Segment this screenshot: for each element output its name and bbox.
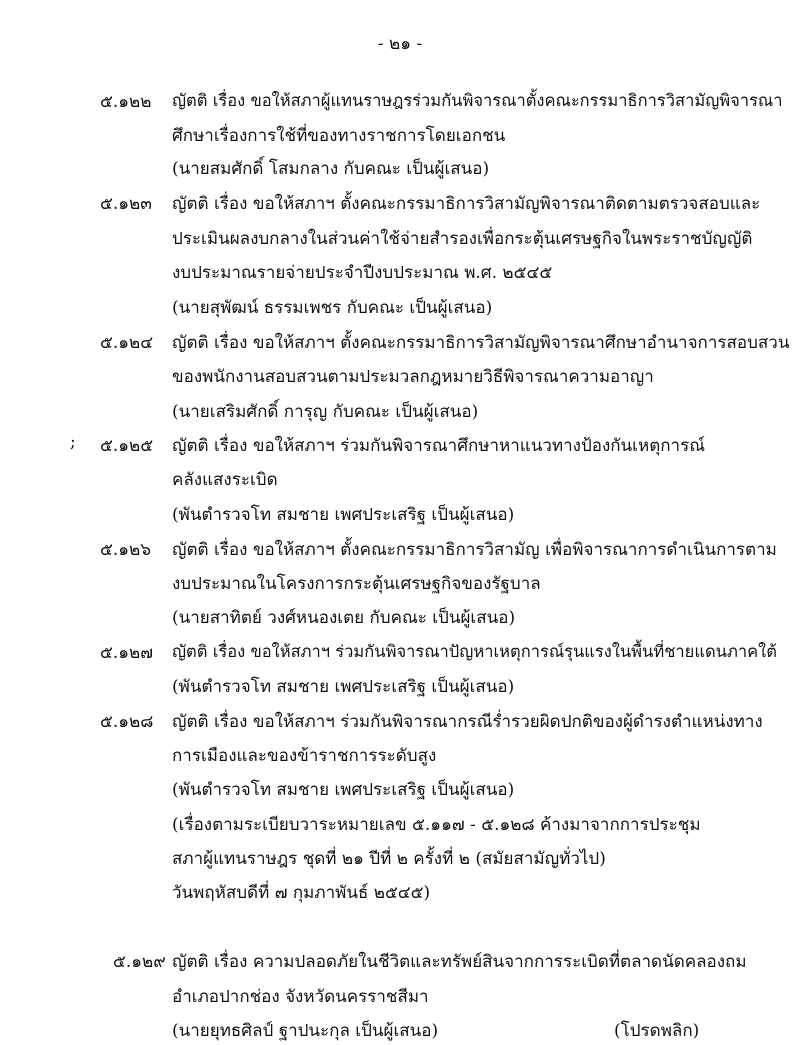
item-proposer: (พันตำรวจโท สมชาย เพศประเสริฐ เป็นผู้เสนอ): [172, 677, 515, 697]
item-line: ญัตติ เรื่อง ความปลอดภัยในชีวิตและทรัพย์สินจากการระเบิดที่ตลาดนัดคลองถม: [172, 952, 747, 972]
item-line: ญัตติ เรื่อง ขอให้สภาฯ ตั้งคณะกรรมาธิการวิสามัญพิจารณาติดตามตรวจสอบและ: [172, 194, 761, 214]
agenda-note: วันพฤหัสบดีที่ ๗ กุมภาพันธ์ ๒๕๔๕): [172, 883, 431, 903]
item-number: ๕.๑๒๖: [100, 540, 152, 560]
item-proposer: (นายสุพัฒน์ ธรรมเพชร กับคณะ เป็นผู้เสนอ): [172, 298, 493, 318]
item-number: ๕.๑๒๒: [100, 92, 152, 112]
item-line: ของพนักงานสอบสวนตามประมวลกฎหมายวิธีพิจารณาความอาญา: [172, 367, 654, 387]
item-line: ศึกษาเรื่องการใช้ที่ของทางราชการโดยเอกชน: [172, 126, 506, 146]
item-number: ๕.๑๒๔: [100, 333, 154, 353]
item-proposer: (นายสาทิตย์ วงศ์หนองเตย กับคณะ เป็นผู้เสนอ): [172, 608, 516, 628]
margin-mark: ;: [70, 432, 76, 452]
item-line: ญัตติ เรื่อง ขอให้สภาฯ ตั้งคณะกรรมาธิการวิสามัญ เพื่อพิจารณาการดำเนินการตาม: [172, 540, 777, 560]
item-line: งบประมาณรายจ่ายประจำปีงบประมาณ พ.ศ. ๒๕๔๕: [172, 263, 553, 283]
item-line: คลังแสงระเบิด: [172, 470, 278, 490]
item-line: ประเมินผลงบกลางในส่วนค่าใช้จ่ายสำรองเพื่อกระตุ้นเศรษฐกิจในพระราชบัญญัติ: [172, 229, 753, 249]
item-line: การเมืองและของข้าราชการระดับสูง: [172, 746, 437, 766]
item-line: ญัตติ เรื่อง ขอให้สภาผู้แทนราษฎรร่วมกันพิจารณาตั้งคณะกรรมาธิการวิสามัญพิจารณา: [172, 91, 783, 110]
page-number: - ๒๑ -: [377, 34, 423, 54]
item-line: งบประมาณในโครงการกระตุ้นเศรษฐกิจของรัฐบาล: [172, 574, 541, 594]
item-line: ญัตติ เรื่อง ขอให้สภาฯ ร่วมกันพิจารณากรณีร่ำรวยผิดปกติของผู้ดำรงตำแหน่งทาง: [172, 712, 763, 732]
item-proposer: (พันตำรวจโท สมชาย เพศประเสริฐ เป็นผู้เสนอ): [172, 780, 515, 800]
item-line: ญัตติ เรื่อง ขอให้สภาฯ ร่วมกันพิจารณาศึกษาหาแนวทางป้องกันเหตุการณ์: [172, 436, 705, 456]
item-proposer: (นายสมศักดิ์ โสมกลาง กับคณะ เป็นผู้เสนอ): [172, 159, 490, 179]
item-number: ๕.๑๒๗: [100, 643, 154, 663]
agenda-note: (เรื่องตามระเบียบวาระหมายเลข ๕.๑๑๗ - ๕.๑๒๘ ค้างมาจากการประชุม: [172, 815, 701, 835]
turn-page-note: (โปรดพลิก): [614, 1021, 700, 1041]
item-line: ญัตติ เรื่อง ขอให้สภาฯ ร่วมกันพิจารณาปัญหาเหตุการณ์รุนแรงในพื้นที่ชายแดนภาคใต้: [172, 642, 777, 661]
agenda-note: สภาผู้แทนราษฎร ชุดที่ ๒๑ ปีที่ ๒ ครั้งที่ ๒ (สมัยสามัญทั่วไป): [172, 849, 606, 869]
item-proposer: (นายเสริมศักดิ์ การุญ กับคณะ เป็นผู้เสนอ): [172, 402, 479, 422]
item-proposer: (นายยุทธศิลป์ ฐาปนะกุล เป็นผู้เสนอ): [172, 1021, 439, 1041]
item-proposer: (พันตำรวจโท สมชาย เพศประเสริฐ เป็นผู้เสนอ): [172, 505, 515, 525]
item-number: ๕.๑๒๘: [100, 712, 154, 732]
item-number: ๕.๑๒๕: [100, 436, 154, 456]
item-number: ๕.๑๒๙: [113, 952, 166, 972]
item-line: อำเภอปากช่อง จังหวัดนครราชสีมา: [172, 987, 429, 1007]
item-number: ๕.๑๒๓: [100, 194, 152, 214]
item-line: ญัตติ เรื่อง ขอให้สภาฯ ตั้งคณะกรรมาธิการวิสามัญพิจารณาศึกษาอำนาจการสอบสวน: [172, 333, 790, 353]
